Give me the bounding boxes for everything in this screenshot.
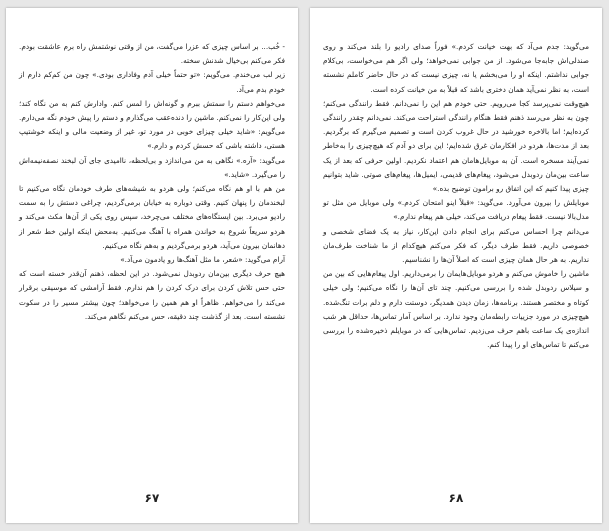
paragraph: من هم با او هم نگاه می‌کنم؛ ولی هردو به شیشه‌های طرف خودمان نگاه می‌کنیم تا لبخندمان را پنهان کنیم. وقتی دوباره به خیابان برمی‌گردیم، چراغی دستش را به سمت رادیو می‌برد. بین ایستگاه‌های مختلف می‌چرخد، سپس روی یکی از آن‌ها مکث می‌کند و هردو سریعاً شروع به خواندن همراه با آهنگ می‌کنیم. به‌محض اینکه اولین خط شعر از دهانمان بیرون می‌آید، هردو برمی‌گردیم و به‌هم نگاه می‌کنیم.: [19, 184, 285, 250]
paragraph: می‌گوید: جدم می‌آد که بهت خیانت کردم.» فوراً صدای رادیو را بلند می‌کند و روی صندلی‌اش جابه‌جا می‌شود. از من جوابی نمی‌خواهد؛ ولی اگر هم می‌خواست، بی‌کلام جوابی نداشتم. اینکه او را می‌بخشم یا نه، چیزی نیست که در حال حاضر کاملم نشسته است، به نظر نمی‌آید همان دختری باشد که قبلاً به من خیانت کرده است.: [323, 42, 589, 94]
paragraph: می‌دانم چرا احساس می‌کنم برای انجام دادن این‌کار، نیاز به یک فضای شخصی و خصوصی داریم. فقط طرف دیگر، که فکر می‌کنم هیچ‌کدام از ما شناخت طرف‌مان نداریم. به هر حال همان چیزی است که اصلاً آن‌ها را نشناسیم.: [323, 226, 589, 265]
page-number: ۶۷: [144, 491, 160, 505]
right-page: [310, 8, 602, 523]
paragraph: هیچ‌وقت نمی‌پرسد کجا می‌رویم. حتی خودم هم این را نمی‌دانم. فقط رانندگی می‌کنم؛ چون به نظر می‌رسد ذهنم فقط هنگام رانندگی استراحت می‌کند. نمی‌دانم چقدر رانندگی کرده‌ایم؛ اما بالاخره خورشید در حال غروب کردن است و تصمیم می‌گیرم که برگردیم. بعد از مدت‌ها، هردو در افکارمان غرق شده‌ایم؛ این برای دو آدم که هیچ‌چیزی را به‌خاطر نمی‌آیند مسخره است. آن به موبایل‌هامان هم اعتماد نکردیم. اولین حرفی که بعد از یک ساعت بین‌مان ردوبدل می‌شود، پیغام‌های قدیمی، ایمیل‌ها، پیغام‌های صوتی. شاید بتوانیم چیزی پیدا کنیم که این اتفاق رو برامون توضیح بده.»: [323, 98, 589, 194]
paragraph: آرام می‌گوید: «شعر، ما مثل آهنگ‌ها رو یادمون می‌آد.»: [120, 255, 285, 265]
page-number: ۶۸: [448, 491, 464, 505]
paragraph: ماشین را خاموش می‌کنم و هردو موبایل‌هایمان را برمی‌داریم. اول پیغام‌هایی که بین من و سیلاس ردوبدل شده را بررسی می‌کنیم. چند تای آن‌ها را نگاه می‌کنیم؛ ولی خیلی کوتاه و مختصر هستند. برنامه‌ها، زمان دیدن همدیگر، دوستت دارم و دلم برات تنگ‌شده. هیچ‌چیزی در مورد جزییات رابطه‌مان وجود ندارد. بر اساس آمار تماس‌ها، حداقل هر شب اندازه‌ی یک ساعت باهم حرف می‌زدیم. تماس‌هایی که در موبایلم ذخیره‌شده را بررسی می‌کنم تا تماس‌های او را پیدا کنم.: [323, 269, 589, 350]
paragraph: می‌خواهم دستم را سمتش ببرم و گونه‌اش را لمس کنم. وادارش کنم به من نگاه کند؛ ولی این‌کار را نمی‌کنم. ماشین را دنده‌عقب می‌گذارم و دستم را پیش خودم نگه می‌دارم. می‌گویم: «شاید خیلی چیزای خوبی در مورد تو، غیر از وضعیت مالی و اینکه خوشتیپ هستی، داشته باشی که حسش کردم و دارم.»: [19, 98, 285, 151]
paragraph: - خُب... بر اساس چیزی که عزرا می‌گفت، من از وقتی نوشتمش راه برم عاشقت بودم. فکر می‌کنم بی‌خیال شدنش سخته.: [19, 42, 285, 66]
paragraph: می‌گوید: «آره.» نگاهی به من می‌اندازد و بی‌لحظه، ناامیدی جای آن لبخند نصفه‌نیمه‌اش را می‌گیرد. «شاید.»: [19, 155, 285, 179]
paragraph: موبایلش را بیرون می‌آورد. می‌گوید: «قبلاً اینو امتحان کردم.» ولی موبایل من مثل تو مدل‌بالا نیست. فقط پیغام دریافت می‌کند، خیلی هم پیغام ندارم.»: [323, 198, 589, 222]
right-page-text: [323, 40, 589, 352]
paragraph: زیر لب می‌خندم. می‌گویم: «تو حتماً خیلی آدم وفاداری بودی.» چون من کم‌کم دارم از خودم بدم می‌آد.: [19, 70, 285, 94]
left-page: [6, 8, 298, 523]
paragraph: هیچ حرف دیگری بین‌مان ردوبدل نمی‌شود. در این لحظه، ذهنم آن‌قدر خسته است که حتی حس تلاش کردن برای درک کردن را هم ندارم. فقط آرامشی که موسیقی برقرار می‌کند را می‌خواهم. ظاهراً او هم همین را می‌خواهد؛ چون بیشتر مسیر را در سکوت نشسته است. بعد از گذشت چند دقیقه، حس می‌کنم نگاهم می‌کند.: [19, 269, 285, 321]
left-page-text: [19, 40, 285, 324]
